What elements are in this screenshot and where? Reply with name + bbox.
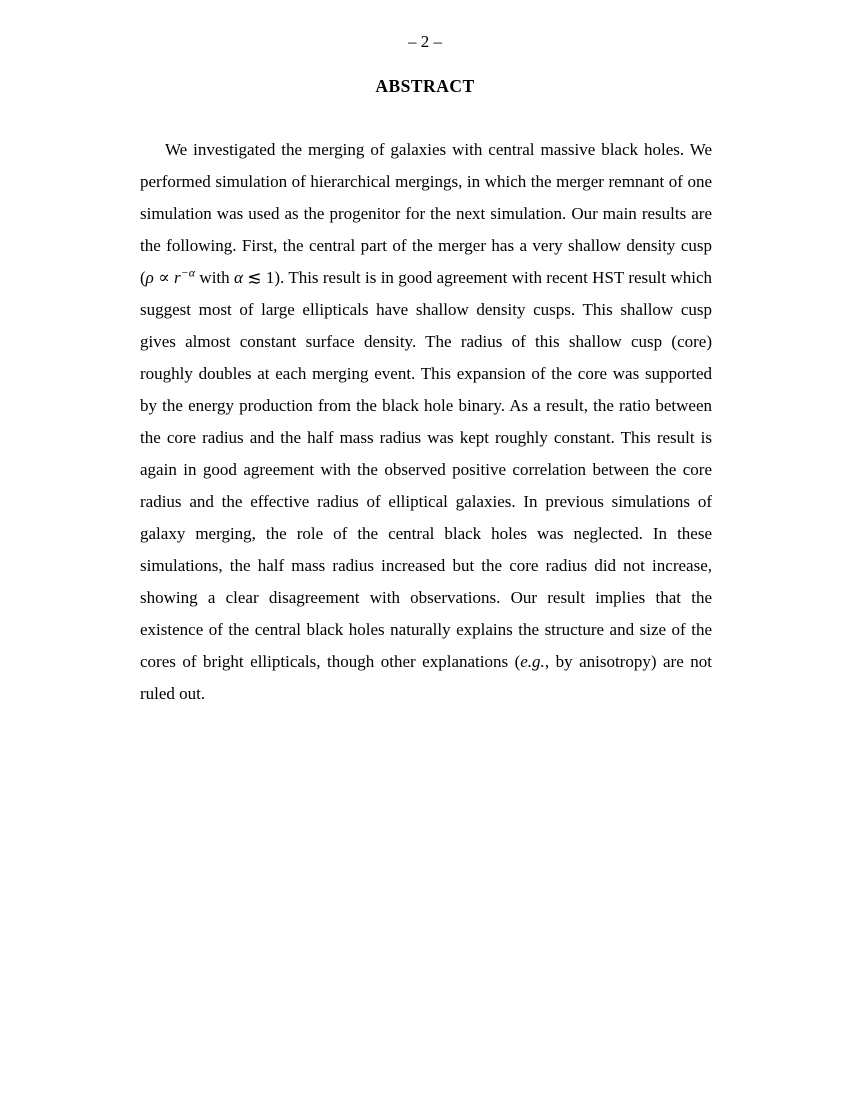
math-alpha-symbol: α bbox=[234, 268, 243, 287]
abstract-text-tail: , by anisotropy) are not ruled out. bbox=[140, 652, 712, 703]
abstract-text-with: with bbox=[195, 268, 234, 287]
section-title: ABSTRACT bbox=[375, 76, 475, 96]
abbreviation-eg: e.g. bbox=[520, 652, 545, 671]
abstract-paragraph bbox=[140, 134, 712, 710]
page-number: – 2 – bbox=[408, 32, 442, 51]
math-rho-symbol: ρ bbox=[145, 268, 154, 287]
abstract-text-lead: We investigated the merging of galaxies with central massive black holes. We performed simulation of hierarchical mergings, in which the merger remnant of one simulation was used as the progenitor for the next simulation. Our main results are the following. First, the central part of the merger has a very shallow density cusp ( bbox=[140, 140, 712, 287]
abstract-text-main: ≲ 1). This result is in good agreement with recent HST result which suggest most of large ellipticals have shallow density cusps. This shallow cusp gives almost constant surface density. The radius of this shallow cusp (core) roughly doubles at each merging event. This expansion of the core was supported by the energy production from the black hole binary. As a result, the ratio between the core radius and the half mass radius was kept roughly constant. This result is again in good agreement with the observed positive correlation between the core radius and the effective radius of elliptical galaxies. In previous simulations of galaxy merging, the role of the central black holes was neglected. In these simulations, the half mass radius increased but the core radius did not increase, showing a clear disagreement with observations. Our result implies that the existence of the central black holes naturally explains the structure and size of the cores of bright ellipticals, though other explanations ( bbox=[140, 268, 712, 671]
proportional-to-symbol: ∝ bbox=[153, 268, 175, 287]
math-r-symbol: r bbox=[174, 268, 181, 287]
math-exponent-minus-alpha: −α bbox=[180, 265, 196, 280]
